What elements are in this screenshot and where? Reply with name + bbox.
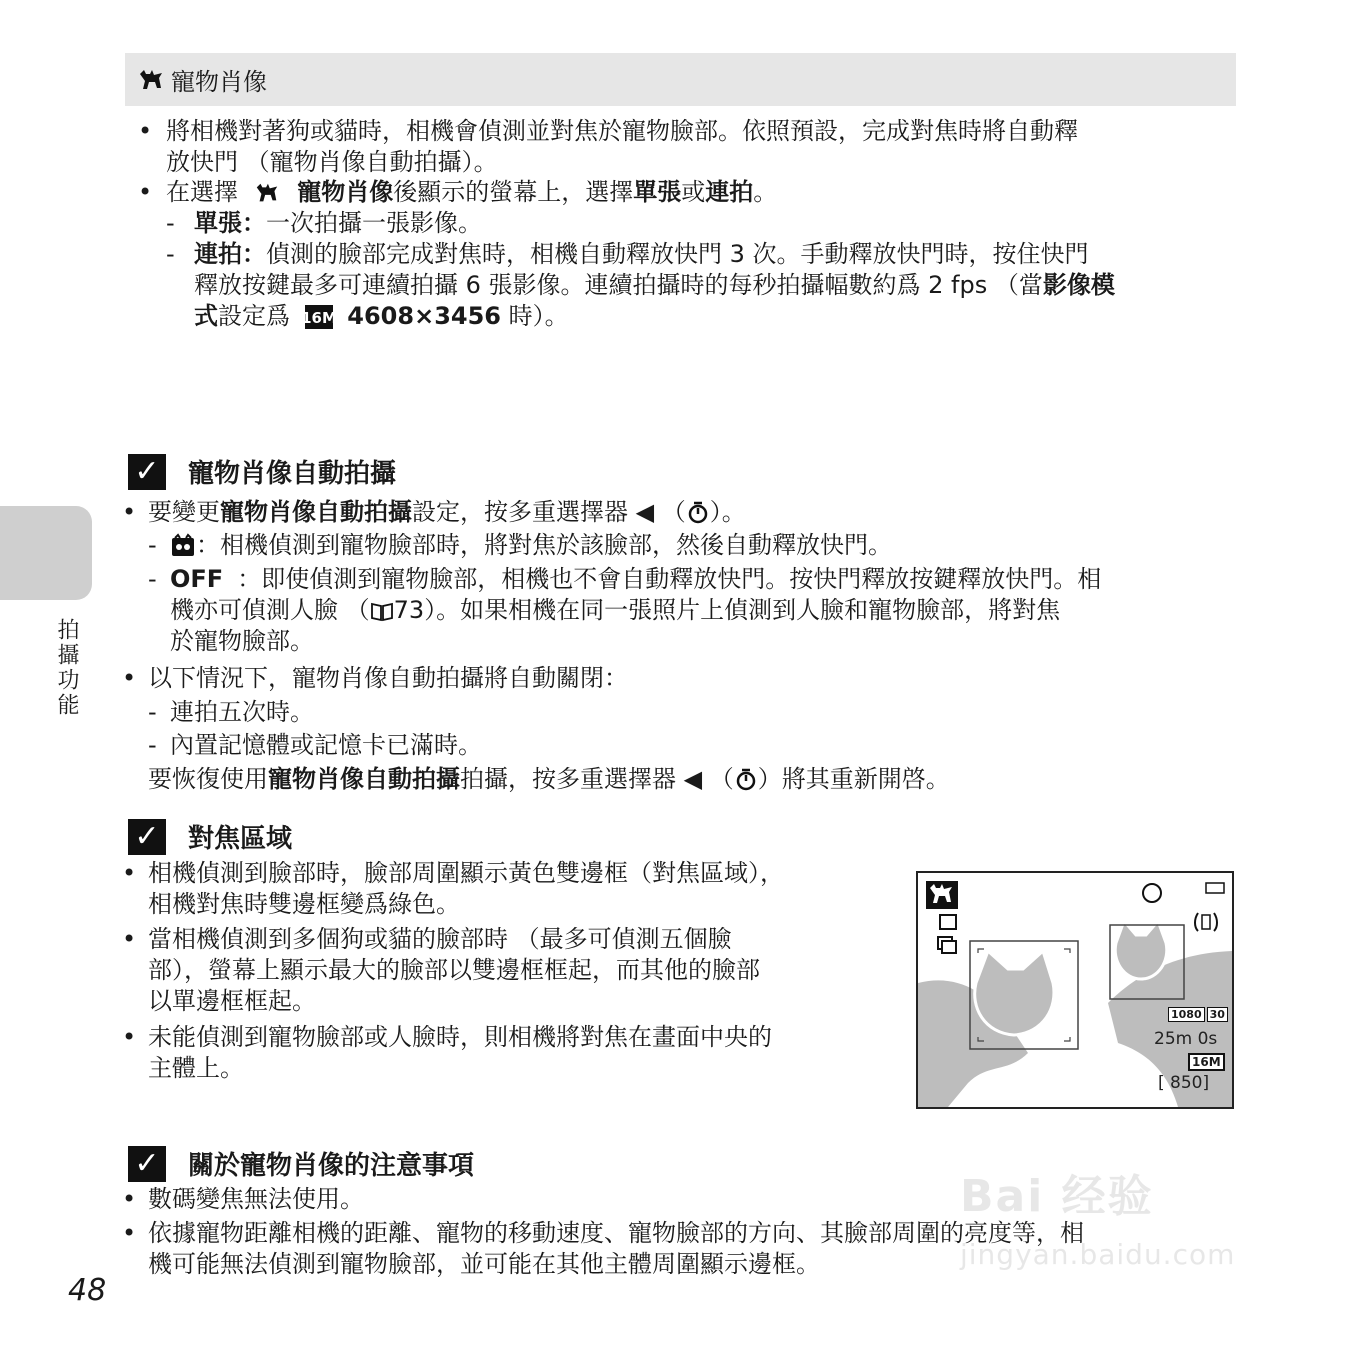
sec2-b1-line1: 相機偵測到臉部時，臉部周圍顯示黃色雙邊框（對焦區域），	[148, 859, 784, 887]
intro-d2-line2: 釋放按鍵最多可連續拍攝 6 張影像。連續拍攝時的每秒拍攝幅數約爲 2 fps （當	[194, 271, 1043, 299]
intro-b2-bold: 寵物肖像	[297, 178, 394, 206]
sec1-d2-line2: 機亦可偵測人臉 （	[170, 596, 370, 624]
pet-portrait-icon	[252, 180, 282, 206]
book-ref-icon	[370, 600, 394, 622]
self-timer-icon	[734, 768, 758, 792]
intro-b2-pre: 在選擇	[166, 178, 238, 206]
sec1-dash-1: - ：相機偵測到寵物臉部時，將對焦於該臉部，然後自動釋放快門。	[148, 531, 892, 559]
sec1-p-post: 拍攝，按多重選擇器 ◀ （	[460, 765, 734, 793]
video-fps-badge: 30	[1207, 1007, 1228, 1022]
camera-screen-illustration	[916, 871, 1234, 1109]
pet-portrait-icon	[137, 66, 165, 94]
sec1-b1-bold: 寵物肖像自動拍攝	[220, 498, 412, 526]
video-resolution-badge: 1080	[1168, 1007, 1205, 1022]
sec1-d3-text: 連拍五次時。	[170, 698, 314, 726]
sec1-d1-text: ：相機偵測到寵物臉部時，將對焦於該臉部，然後自動釋放快門。	[196, 531, 892, 559]
intro-d2-label: 連拍：	[194, 240, 266, 268]
check-note-icon: ✓	[128, 819, 166, 855]
sec2-bullet-3: • 未能偵測到寵物臉部或人臉時，則相機將對焦在畫面中央的 主體上。	[122, 1022, 882, 1084]
note-title-pet-auto: 寵物肖像自動拍攝	[188, 459, 397, 489]
section-header-bar	[125, 53, 1236, 106]
exposures-remaining: [ 850]	[1158, 1073, 1210, 1093]
check-note-icon: ✓	[128, 1146, 166, 1182]
intro-d1-label: 單張：	[194, 209, 266, 237]
sec3-b2-line1: 依據寵物距離相機的距離、寵物的移動速度、寵物臉部的方向、其臉部周圍的亮度等，相	[148, 1219, 1084, 1247]
intro-d2-line3a: 設定爲	[218, 302, 290, 330]
sec1-b1-post: 設定，按多重選擇器 ◀ （	[412, 498, 686, 526]
intro-b2-cont: 連拍	[705, 178, 754, 206]
intro-bullet-2: • 在選擇 寵物肖像後顯示的螢幕上，選擇單張或連拍。	[138, 178, 778, 206]
intro-d1-text: 一次拍攝一張影像。	[266, 209, 482, 237]
intro-b1-line1: 將相機對著狗或貓時，相機會偵測並對焦於寵物臉部。依照預設，完成對焦時將自動釋	[166, 117, 1078, 145]
sec1-bullet-1: • 要變更寵物肖像自動拍攝設定，按多重選擇器 ◀ （ ）。	[122, 498, 746, 526]
camera-screen-artwork	[918, 873, 1232, 1107]
intro-b2-mid: 後顯示的螢幕上，選擇	[393, 178, 634, 206]
sec1-d2-text: ：即使偵測到寵物臉部，相機也不會自動釋放快門。按快門釋放按鍵釋放快門。相	[237, 565, 1102, 593]
intro-dash-2: - 連拍：偵測的臉部完成對焦時，相機自動釋放快門 3 次。手動釋放快門時，按住快門 釋放按鍵最多可連續拍攝 6 張影像。連續拍攝時的每秒拍攝幅數約爲 2 fps （當影像模 式設定爲 16M 4608×3456 時）。	[166, 240, 1115, 330]
video-mode-badge	[1168, 1007, 1228, 1022]
chapter-tab	[0, 506, 92, 600]
sec2-b1-line2: 相機對焦時雙邊框變爲綠色。	[148, 890, 460, 918]
sec1-d2-line3: 於寵物臉部。	[170, 627, 314, 655]
sec1-d2-line2b: ）。如果相機在同一張照片上偵測到人臉和寵物臉部，將對焦	[424, 596, 1061, 624]
sec1-d2-label: OFF	[170, 565, 224, 593]
intro-b2-single: 單張	[633, 178, 682, 206]
intro-dash-1: - 單張：一次拍攝一張影像。	[166, 209, 482, 237]
note-title-focus-area: 對焦區域	[188, 824, 293, 854]
note-heading-pet-notes	[128, 1145, 474, 1182]
sec1-dash-3: - 連拍五次時。	[148, 697, 1238, 728]
image-mode-16m-icon	[300, 304, 337, 330]
sec2-b2-line3: 以單邊框框起。	[148, 987, 316, 1015]
sec3-bullet-2: • 依據寵物距離相機的距離、寵物的移動速度、寵物臉部的方向、其臉部周圍的亮度等，相 機可能無法偵測到寵物臉部，並可能在其他主體周圍顯示邊框。	[122, 1218, 1242, 1280]
remaining-time: 25m 0s	[1154, 1029, 1218, 1049]
intro-d2-line3b: 時）。	[508, 302, 569, 330]
sec2-b2-line1: 當相機偵測到多個狗或貓的臉部時 （最多可偵測五個臉	[148, 925, 732, 953]
sec1-dash-4: - 內置記憶體或記憶卡已滿時。	[148, 730, 1238, 761]
check-note-icon: ✓	[128, 454, 166, 490]
sec1-b1-pre: 要變更	[148, 498, 220, 526]
sec2-bullet-1: • 相機偵測到臉部時，臉部周圍顯示黃色雙邊框（對焦區域）， 相機對焦時雙邊框變爲綠色。	[122, 858, 882, 920]
watermark-line1: Bai 经验	[960, 1171, 1154, 1222]
note-heading-focus-area	[128, 818, 292, 855]
intro-d2-bold2: 式	[194, 302, 218, 330]
sec1-paragraph	[148, 764, 1238, 795]
chapter-label: 拍攝功能	[54, 618, 79, 718]
sec1-d4-text: 內置記憶體或記憶卡已滿時。	[170, 731, 482, 759]
sec1-b2-text: 以下情況下，寵物肖像自動拍攝將自動關閉：	[148, 664, 628, 692]
sec2-b3-line1: 未能偵測到寵物臉部或人臉時，則相機將對焦在畫面中央的	[148, 1023, 772, 1051]
svg-text:16M: 16M	[300, 309, 337, 327]
sec1-bullet-2: • 以下情況下，寵物肖像自動拍攝將自動關閉：	[122, 663, 1242, 694]
intro-d2-bold1: 影像模	[1042, 271, 1115, 299]
sec1-p-pre: 要恢復使用	[148, 765, 268, 793]
sec3-bullet-1: • 數碼變焦無法使用。	[122, 1184, 1242, 1215]
note-title-pet-notes: 關於寵物肖像的注意事項	[188, 1151, 475, 1181]
page-number: 48	[68, 1273, 107, 1308]
sec3-b1-text: 數碼變焦無法使用。	[148, 1185, 364, 1213]
sec2-b3-line2: 主體上。	[148, 1054, 244, 1082]
intro-d2-text: 偵測的臉部完成對焦時，相機自動釋放快門 3 次。手動釋放快門時，按住快門	[266, 240, 1089, 268]
watermark	[960, 1160, 1235, 1271]
sec1-d2-ref: 73	[393, 596, 425, 624]
intro-bullet-1: • 將相機對著狗或貓時，相機會偵測並對焦於寵物臉部。依照預設，完成對焦時將自動釋 放快門 （寵物肖像自動拍攝）。	[138, 116, 1238, 178]
intro-d2-size: 4608×3456	[347, 302, 501, 330]
self-timer-icon	[686, 501, 710, 525]
intro-b2-end: 。	[753, 178, 778, 206]
note-heading-pet-auto	[128, 453, 396, 490]
section-title: 寵物肖像	[171, 68, 267, 96]
intro-b1-line2: 放快門 （寵物肖像自動拍攝）。	[166, 148, 498, 176]
image-size-badge: 16M	[1188, 1053, 1225, 1071]
sec1-p-bold: 寵物肖像自動拍攝	[268, 765, 460, 793]
sec1-b1-end: ）。	[709, 498, 746, 526]
sec2-b2-line2: 部），螢幕上顯示最大的臉部以雙邊框框起，而其他的臉部	[148, 956, 760, 984]
intro-b2-or: 或	[681, 178, 706, 206]
sec1-p-end: ）將其重新開啓。	[757, 765, 950, 793]
sec1-dash-2: - OFF ：即使偵測到寵物臉部，相機也不會自動釋放快門。按快門釋放按鍵釋放快門。相 機亦可偵測人臉 （ 73）。如果相機在同一張照片上偵測到人臉和寵物臉部，將對焦 於寵物臉部。	[148, 564, 1238, 657]
pet-auto-release-icon	[170, 534, 196, 558]
sec2-bullet-2: • 當相機偵測到多個狗或貓的臉部時 （最多可偵測五個臉 部），螢幕上顯示最大的臉部以雙邊框框起，而其他的臉部 以單邊框框起。	[122, 924, 882, 1017]
sec3-b2-line2: 機可能無法偵測到寵物臉部，並可能在其他主體周圍顯示邊框。	[148, 1250, 820, 1278]
watermark-line2: jingyan.baidu.com	[960, 1238, 1236, 1271]
